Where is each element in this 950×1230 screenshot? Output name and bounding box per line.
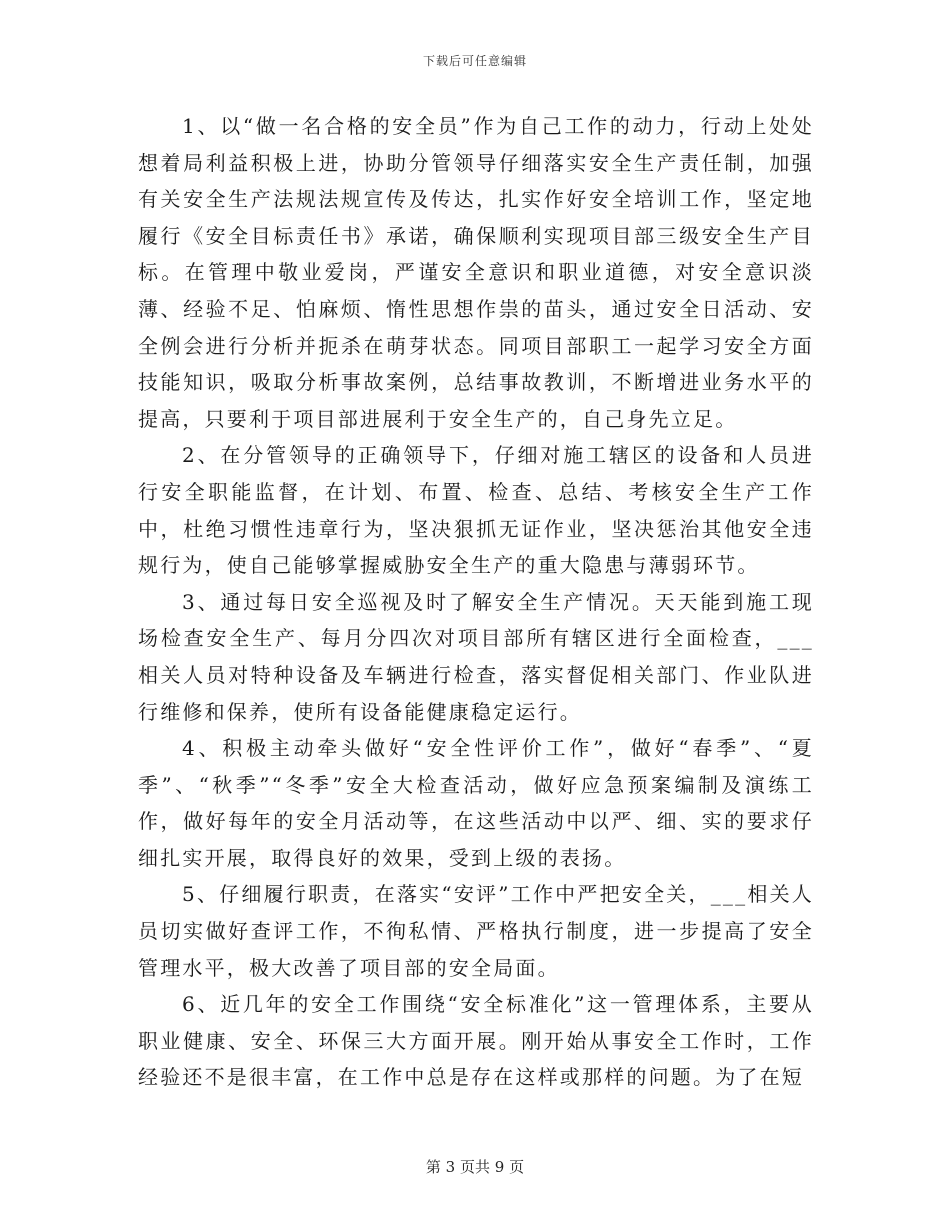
paragraph-1: 1、以“做一名合格的安全员”作为自己工作的动力，行动上处处想着局利益积极上进，协助分管领导仔细落实安全生产责任制，加强有关安全生产法规法规宣传及传达，扎实作好安全培训工作，坚定地履行《安全目标责任书》承诺，确保顺利实现项目部三级安全生产目标。在管理中敬业爱岗，严谨安全意识和职业道德，对安全意识淡薄、经验不足、怕麻烦、惰性思想作祟的苗头，通过安全日活动、安全例会进行分析并扼杀在萌芽状态。同项目部职工一起学习安全方面技能知识，吸取分析事故案例，总结事故教训，不断增进业务水平的提高，只要利于项目部进展利于安全生产的，自己身先立足。: [138, 114, 814, 431]
paragraph-6: 6、近几年的安全工作围绕“安全标准化”这一管理体系，主要从职业健康、安全、环保三大方面开展。刚开始从事安全工作时，工作经验还不是很丰富，在工作中总是存在这样或那样的问题。为了在短: [138, 992, 814, 1090]
paragraph-3: 3、通过每日安全巡视及时了解安全生产情况。天天能到施工现场检查安全生产、每月分四次对项目部所有辖区进行全面检查，___相关人员对特种设备及车辆进行检查，落实督促相关部门、作业队进行维修和保养，使所有设备能健康稳定运行。: [138, 589, 814, 724]
page-header: 下载后可任意编辑: [422, 54, 527, 68]
document-body: [138, 108, 814, 1096]
paragraph-5: 5、仔细履行职责，在落实“安评”工作中严把安全关，___相关人员切实做好查评工作，不徇私情、严格执行制度，进一步提高了安全管理水平，极大改善了项目部的安全局面。: [138, 882, 814, 980]
paragraph-4: 4、积极主动牵头做好“安全性评价工作”，做好“春季”、“夏季”、“秋季”“冬季”安全大检查活动，做好应急预案编制及演练工作，做好每年的安全月活动等，在这些活动中以严、细、实的要求仔细扎实开展，取得良好的效果，受到上级的表扬。: [138, 736, 814, 870]
paragraph-2: 2、在分管领导的正确领导下，仔细对施工辖区的设备和人员进行安全职能监督，在计划、布置、检查、总结、考核安全生产工作中，杜绝习惯性违章行为，坚决狠抓无证作业，坚决惩治其他安全违规行为，使自己能够掌握威胁安全生产的重大隐患与薄弱环节。: [138, 443, 814, 578]
page-footer: 第 3 页共 9 页: [425, 1158, 525, 1176]
